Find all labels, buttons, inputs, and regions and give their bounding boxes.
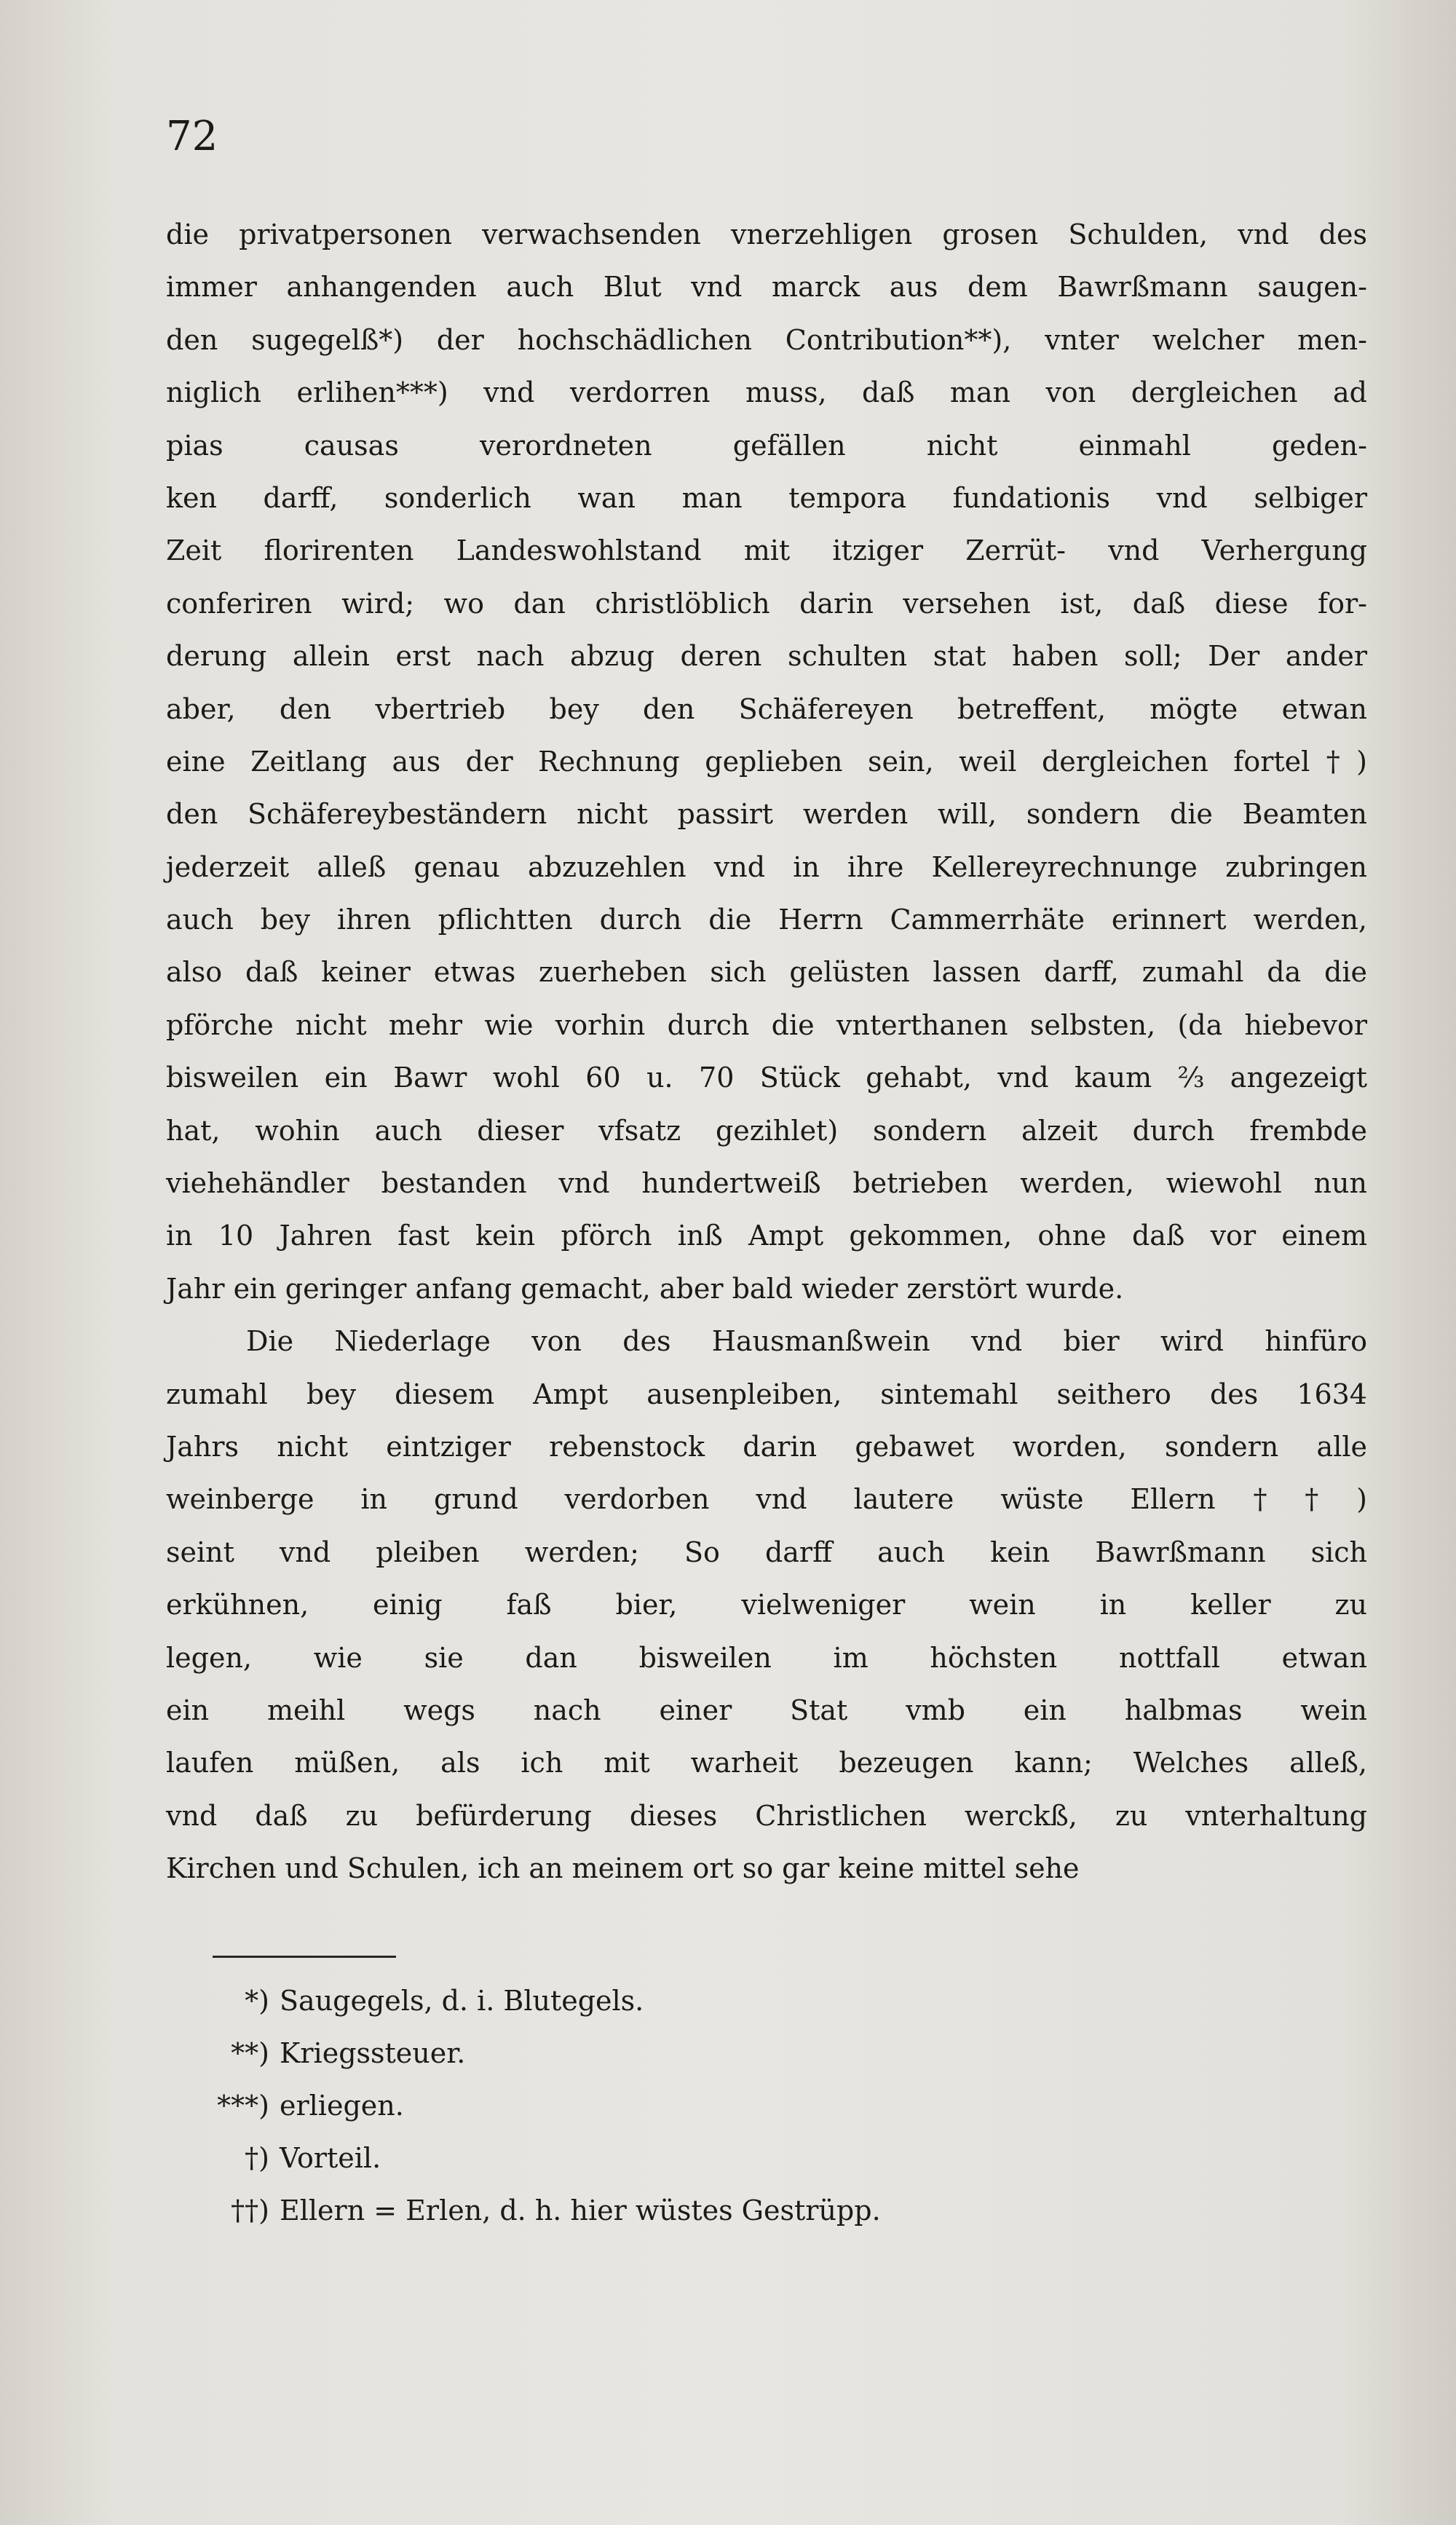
- footnote: [182, 2079, 1201, 2132]
- footnote-text: erliegen.: [280, 2090, 404, 2122]
- text-line: auch bey ihren pflichtten durch die Herrn Cammerrhäte erinnert werden,: [166, 904, 1367, 936]
- text-line: Jahr ein geringer anfang gemacht, aber bald wieder zerstört wurde.: [166, 1272, 1124, 1305]
- text-line: ken darff, sonderlich wan man tempora fundationis vnd selbiger: [166, 481, 1367, 514]
- text-line: zumahl bey diesem Ampt ausenpleiben, sintemahl seithero des 1634: [166, 1378, 1367, 1410]
- footnote-text: Ellern = Erlen, d. h. hier wüstes Gestrüpp.: [280, 2194, 881, 2226]
- text-line: legen, wie sie dan bisweilen im höchsten nottfall etwan: [166, 1641, 1367, 1674]
- footnote: [182, 1975, 1201, 2027]
- text-line: eine Zeitlang aus der Rechnung geplieben sein, weil dergleichen fortel†): [166, 745, 1367, 778]
- text-line: bisweilen ein Bawr wohl 60 u. 70 Stück gehabt, vnd kaum ⅔ angezeigt: [166, 1062, 1367, 1094]
- footnote: [182, 2184, 1201, 2237]
- body-text: [166, 208, 1367, 1895]
- text-line: weinberge in grund verdorben vnd lautere wüste Ellern††): [166, 1483, 1367, 1516]
- footnote-mark: †): [245, 2142, 269, 2174]
- text-line: pförche nicht mehr wie vorhin durch die vnterthanen selbsten, (da hiebevor: [166, 1008, 1367, 1041]
- footnote: [182, 2132, 1201, 2184]
- text-line: vnd daß zu befürderung dieses Christlichen werckß, zu vnterhaltung: [166, 1799, 1367, 1832]
- page-number: 72: [166, 113, 218, 160]
- text-line: jederzeit alleß genau abzuzehlen vnd in ihre Kellereyrechnunge zubringen: [166, 850, 1367, 883]
- text-line: also daß keiner etwas zuerheben sich gelüsten lassen darff, zumahl da die: [166, 956, 1367, 989]
- text-line: in 10 Jahren fast kein pförch inß Ampt gekommen, ohne daß vor einem: [166, 1220, 1367, 1252]
- text-line: conferiren wird; wo dan christlöblich darin versehen ist, daß diese for-: [166, 587, 1367, 620]
- text-line: laufen müßen, als ich mit warheit bezeugen kann; Welches alleß,: [166, 1747, 1367, 1779]
- footnote-mark: *): [245, 1985, 269, 2017]
- footnote-mark: ***): [217, 2090, 269, 2122]
- footnote-mark: **): [231, 2037, 269, 2069]
- text-line: Jahrs nicht eintziger rebenstock darin gebawet worden, sondern alle: [166, 1430, 1367, 1463]
- text-line: niglich erlihen***) vnd verdorren muss, daß man von dergleichen ad: [166, 376, 1367, 409]
- footnote-mark: ††): [231, 2194, 269, 2226]
- text-line: derung allein erst nach abzug deren schulten stat haben soll; Der ander: [166, 640, 1367, 673]
- text-line: aber, den vbertrieb bey den Schäfereyen betreffent, mögte etwan: [166, 692, 1367, 725]
- text-line: viehehändler bestanden vnd hundertweiß betrieben werden, wiewohl nun: [166, 1167, 1367, 1200]
- footnotes-list: [182, 1975, 1201, 2237]
- text-line: Kirchen und Schulen, ich an meinem ort so gar keine mittel sehe: [166, 1852, 1080, 1885]
- footnote-text: Kriegssteuer.: [280, 2037, 466, 2069]
- text-line: seint vnd pleiben werden; So darff auch kein Bawrßmann sich: [166, 1536, 1367, 1568]
- footnote-text: Vorteil.: [280, 2142, 381, 2174]
- footnote: [182, 2027, 1201, 2079]
- text-line: ein meihl wegs nach einer Stat vmb ein halbmas wein: [166, 1694, 1367, 1726]
- text-line: immer anhangenden auch Blut vnd marck aus dem Bawrßmann saugen-: [166, 271, 1367, 304]
- text-line: die privatpersonen verwachsenden vnerzehligen grosen Schulden, vnd des: [166, 218, 1367, 250]
- text-line: Zeit florirenten Landeswohlstand mit itziger Zerrüt- vnd Verhergung: [166, 534, 1367, 567]
- text-line: den sugegelß*) der hochschädlichen Contribution**), vnter welcher men-: [166, 323, 1367, 356]
- text-line: pias causas verordneten gefällen nicht einmahl geden-: [166, 429, 1367, 462]
- footnote-text: Saugegels, d. i. Blutegels.: [280, 1985, 644, 2017]
- text-line: erkühnen, einig faß bier, vielweniger wein in keller zu: [166, 1589, 1367, 1621]
- footnote-divider: [213, 1956, 396, 1958]
- text-line: Die Niederlage von des Hausmanßwein vnd bier wird hinfüro: [246, 1325, 1367, 1358]
- text-line: hat, wohin auch dieser vfsatz gezihlet) sondern alzeit durch frembde: [166, 1114, 1367, 1147]
- text-line: den Schäfereybeständern nicht passirt werden will, sondern die Beamten: [166, 798, 1367, 831]
